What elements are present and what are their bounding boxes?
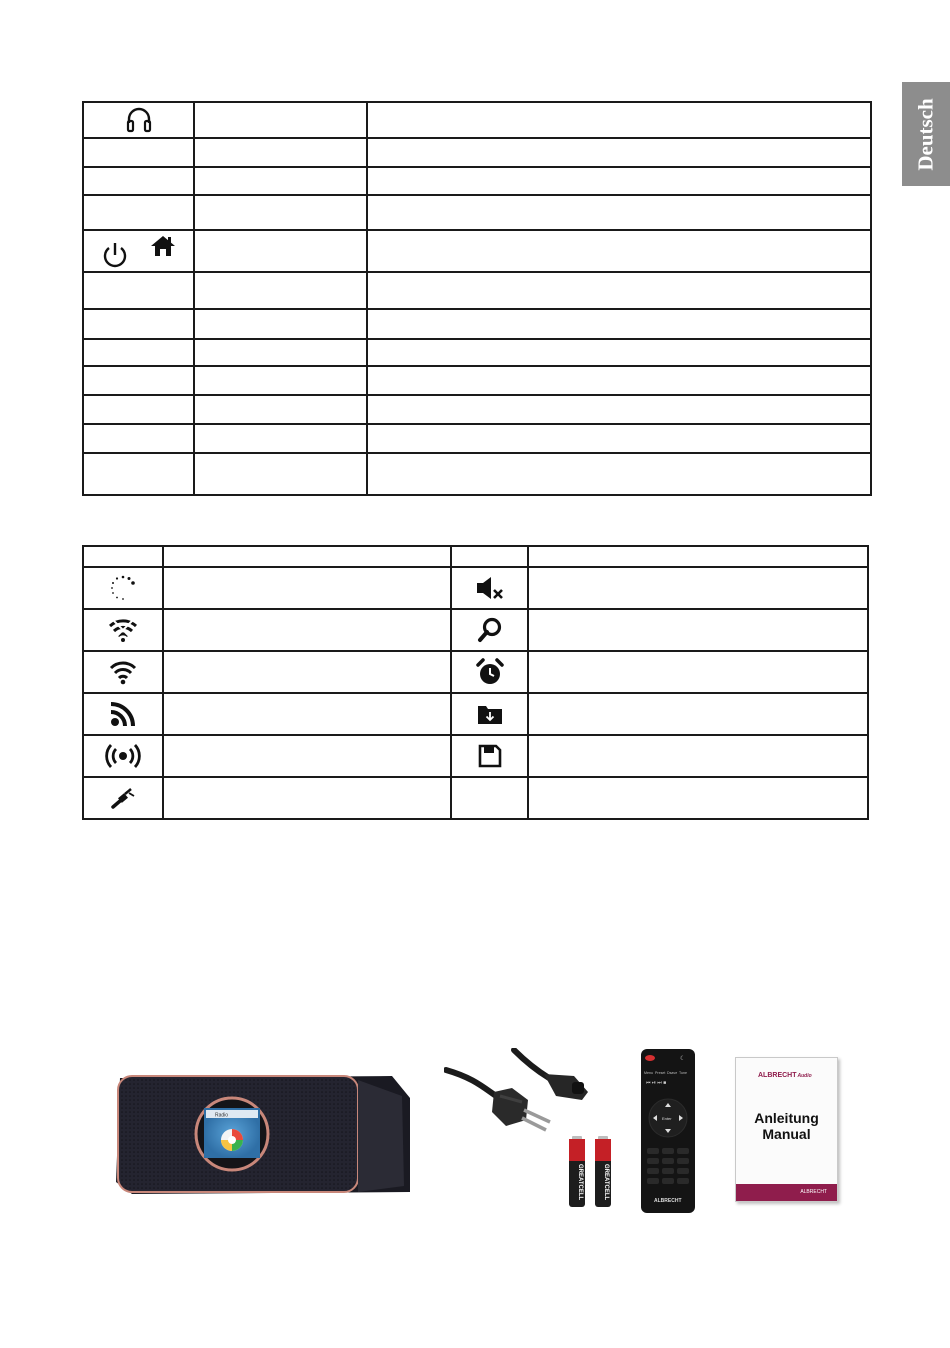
table-row bbox=[83, 195, 871, 230]
table-row bbox=[83, 395, 871, 424]
table-row bbox=[83, 309, 871, 339]
icon-cell bbox=[451, 567, 528, 609]
name-cell bbox=[194, 272, 367, 309]
wifi-icon bbox=[109, 659, 137, 685]
text-cell bbox=[528, 567, 868, 609]
remote-control-image bbox=[640, 1048, 696, 1214]
icon-cell bbox=[83, 102, 194, 138]
table-row bbox=[83, 138, 871, 167]
text-cell bbox=[163, 735, 451, 777]
svg-text:⏮ ⏯ ⏭ ■: ⏮ ⏯ ⏭ ■ bbox=[646, 1080, 667, 1086]
battery-label: GREATCELL bbox=[577, 1164, 583, 1201]
table-row bbox=[83, 102, 871, 138]
icon-cell bbox=[83, 167, 194, 195]
manual-title-line1: Anleitung bbox=[754, 1110, 819, 1126]
manual-footer-band bbox=[736, 1184, 837, 1201]
name-cell bbox=[194, 395, 367, 424]
manual-brand: ALBRECHT bbox=[758, 1072, 797, 1079]
icon-cell bbox=[83, 230, 194, 272]
power-icon bbox=[100, 240, 130, 270]
table-row bbox=[83, 735, 868, 777]
name-cell bbox=[194, 309, 367, 339]
batteries-image bbox=[566, 1136, 618, 1212]
remote-enter-label: Enter bbox=[662, 1116, 672, 1121]
text-cell bbox=[528, 651, 868, 693]
description-cell bbox=[367, 195, 871, 230]
table-row bbox=[83, 777, 868, 819]
aux-plug-icon bbox=[109, 786, 137, 810]
home-icon bbox=[149, 234, 177, 258]
battery-label: GREATCELL bbox=[603, 1164, 609, 1201]
text-cell bbox=[528, 546, 868, 567]
description-cell bbox=[367, 395, 871, 424]
table-row bbox=[83, 609, 868, 651]
name-cell bbox=[194, 230, 367, 272]
icon-cell bbox=[83, 339, 194, 366]
text-cell bbox=[528, 777, 868, 819]
description-cell bbox=[367, 138, 871, 167]
radio-screen-label: Radio bbox=[215, 1112, 229, 1119]
icon-cell bbox=[83, 272, 194, 309]
table-row bbox=[83, 424, 871, 453]
manual-logo bbox=[758, 1072, 812, 1079]
text-cell bbox=[528, 735, 868, 777]
description-cell bbox=[367, 102, 871, 138]
language-tab bbox=[902, 82, 950, 186]
icon-cell bbox=[451, 651, 528, 693]
description-cell bbox=[367, 339, 871, 366]
icon-cell bbox=[83, 693, 163, 735]
folder-download-icon bbox=[477, 703, 503, 725]
name-cell bbox=[194, 366, 367, 395]
table-row bbox=[83, 272, 871, 309]
table-row bbox=[83, 339, 871, 366]
power-cable-image bbox=[444, 1048, 594, 1148]
icon-cell bbox=[83, 777, 163, 819]
display-icons-table bbox=[82, 545, 869, 820]
icon-cell bbox=[451, 609, 528, 651]
icon-cell bbox=[83, 453, 194, 495]
text-cell bbox=[528, 693, 868, 735]
mute-icon bbox=[474, 574, 506, 602]
table-row bbox=[83, 453, 871, 495]
search-icon bbox=[476, 616, 504, 644]
icon-cell bbox=[83, 424, 194, 453]
table-row bbox=[83, 546, 868, 567]
name-cell bbox=[194, 102, 367, 138]
description-cell bbox=[367, 453, 871, 495]
manual-brand-suffix: Audio bbox=[797, 1073, 812, 1079]
description-cell bbox=[367, 424, 871, 453]
rss-icon bbox=[109, 700, 137, 728]
wifi-crossed-icon bbox=[108, 617, 138, 643]
description-cell bbox=[367, 230, 871, 272]
name-cell bbox=[194, 424, 367, 453]
manual-footer-brand: ALBRECHT bbox=[800, 1189, 827, 1195]
description-cell bbox=[367, 272, 871, 309]
name-cell bbox=[194, 167, 367, 195]
text-cell bbox=[163, 777, 451, 819]
svg-text:☾: ☾ bbox=[680, 1056, 686, 1062]
text-cell bbox=[163, 609, 451, 651]
radio-device-image bbox=[112, 1070, 417, 1198]
remote-brand: ALBRECHT bbox=[654, 1198, 682, 1204]
icon-cell bbox=[451, 693, 528, 735]
icon-cell bbox=[83, 366, 194, 395]
description-cell bbox=[367, 309, 871, 339]
text-cell bbox=[163, 693, 451, 735]
description-cell bbox=[367, 167, 871, 195]
text-cell bbox=[528, 609, 868, 651]
icon-cell bbox=[83, 546, 163, 567]
icon-cell bbox=[451, 546, 528, 567]
remote-key-label: Tune bbox=[679, 1071, 688, 1075]
table-row bbox=[83, 567, 868, 609]
icon-cell bbox=[83, 735, 163, 777]
remote-key-label: Menu bbox=[644, 1071, 653, 1075]
alarm-clock-icon bbox=[476, 658, 504, 686]
table-row bbox=[83, 230, 871, 272]
icon-cell bbox=[83, 195, 194, 230]
remote-key-label: Dsave bbox=[667, 1071, 678, 1075]
name-cell bbox=[194, 138, 367, 167]
table-row bbox=[83, 167, 871, 195]
controls-table bbox=[82, 101, 872, 496]
save-icon bbox=[478, 744, 502, 768]
manual-title-line2: Manual bbox=[762, 1126, 811, 1142]
text-cell bbox=[163, 651, 451, 693]
remote-key-label: Preset bbox=[655, 1071, 666, 1075]
icon-cell bbox=[451, 777, 528, 819]
table-row bbox=[83, 651, 868, 693]
icon-cell bbox=[83, 609, 163, 651]
icon-cell bbox=[83, 651, 163, 693]
broadcast-icon bbox=[105, 743, 141, 769]
name-cell bbox=[194, 339, 367, 366]
headphones-icon bbox=[125, 106, 153, 134]
language-tab-label: Deutsch bbox=[913, 97, 938, 171]
description-cell bbox=[367, 366, 871, 395]
loading-spinner-icon bbox=[108, 573, 138, 603]
icon-cell bbox=[451, 735, 528, 777]
text-cell bbox=[163, 546, 451, 567]
table-row bbox=[83, 693, 868, 735]
icon-cell bbox=[83, 138, 194, 167]
name-cell bbox=[194, 453, 367, 495]
icon-cell bbox=[83, 567, 163, 609]
table-row bbox=[83, 366, 871, 395]
icon-cell bbox=[83, 395, 194, 424]
name-cell bbox=[194, 195, 367, 230]
text-cell bbox=[163, 567, 451, 609]
manual-booklet bbox=[735, 1057, 838, 1202]
icon-cell bbox=[83, 309, 194, 339]
